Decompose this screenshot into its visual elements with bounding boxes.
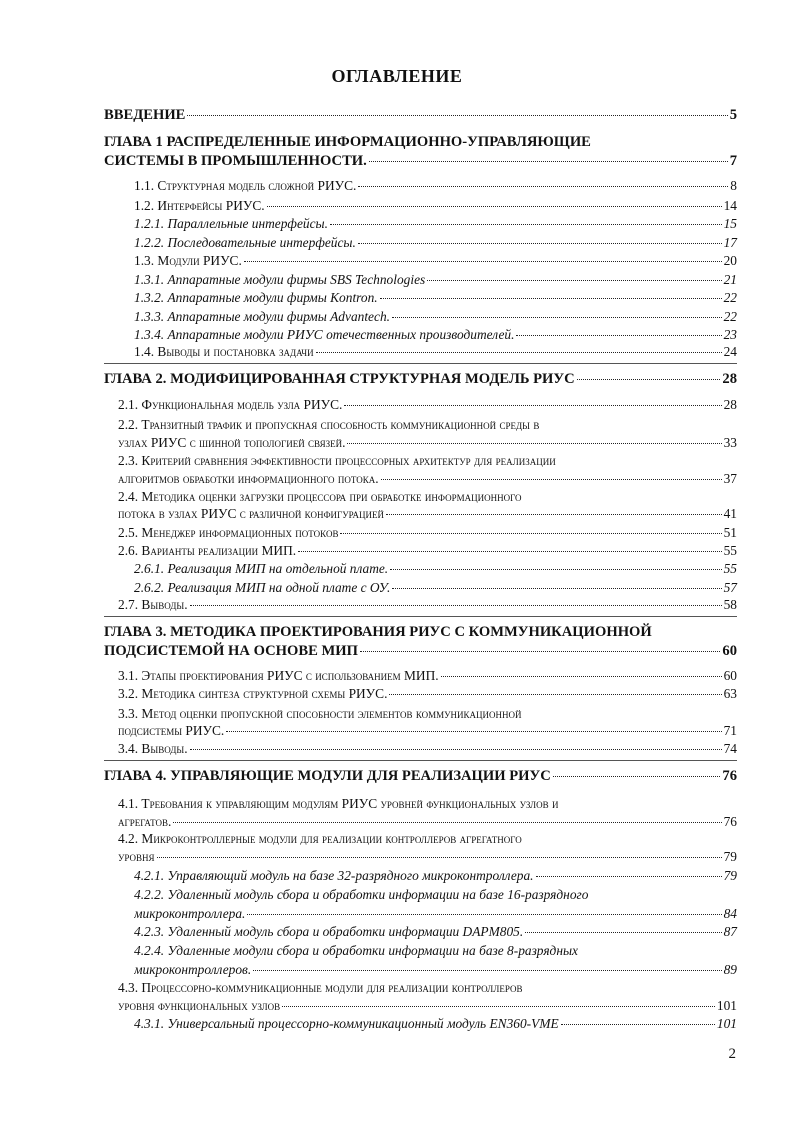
dot-leader: [330, 224, 722, 225]
toc-entry-page: 79: [723, 868, 737, 883]
dot-leader: [190, 749, 722, 750]
toc-entry[interactable]: [134, 272, 737, 288]
toc-entry[interactable]: [134, 962, 737, 978]
dot-leader: [389, 694, 721, 695]
toc-entry-page: 71: [723, 723, 737, 738]
toc-entry-text: ГЛАВА 1 РАСПРЕДЕЛЕННЫЕ ИНФОРМАЦИОННО-УПРАВЛЯЮЩИЕ: [104, 134, 591, 150]
dot-leader: [525, 932, 721, 933]
toc-entry-text: 2.5. Менеджер информационных потоков: [118, 525, 339, 540]
toc-entry-text: ВВЕДЕНИЕ: [104, 107, 186, 123]
toc-entry-page: 8: [730, 178, 737, 193]
toc-entry[interactable]: [118, 814, 737, 830]
toc-entry-page: 76: [723, 814, 737, 829]
toc-entry[interactable]: [118, 471, 737, 487]
toc-entry[interactable]: [118, 831, 737, 847]
toc-entry-page: 15: [723, 216, 737, 231]
toc-entry[interactable]: [118, 417, 737, 433]
toc-entry-text: 1.2. Интерфейсы РИУС.: [134, 198, 265, 213]
toc-entry[interactable]: [134, 327, 737, 343]
toc-entry-page: 5: [729, 107, 737, 123]
toc-entry-text: 4.3.1. Универсальный процессорно-коммуникационный модуль EN360-VME: [134, 1016, 559, 1031]
toc-entry[interactable]: [118, 397, 737, 413]
toc-entry-page: 63: [723, 686, 737, 701]
toc-entry-page: 74: [723, 741, 737, 756]
toc-entry-text: 2.6.2. Реализация МИП на одной плате с ОУ.: [134, 580, 391, 595]
toc-entry-text: 2.3. Критерий сравнения эффективности процессорных архитектур для реализации: [118, 453, 556, 468]
toc-entry-page: 37: [723, 471, 737, 486]
toc-entry-text: уровня функциональных узлов: [118, 998, 281, 1013]
toc-entry[interactable]: [104, 152, 737, 170]
toc-entry[interactable]: [134, 235, 737, 251]
toc-entry[interactable]: [134, 198, 737, 214]
toc-entry-text: ГЛАВА 2. МОДИФИЦИРОВАННАЯ СТРУКТУРНАЯ МОДЕЛЬ РИУС: [104, 371, 575, 387]
section-divider: [104, 760, 737, 761]
toc-entry[interactable]: [118, 723, 737, 739]
toc-entry-page: 22: [723, 290, 737, 305]
toc-entry-text: 1.2.2. Последовательные интерфейсы.: [134, 235, 356, 250]
toc-entry[interactable]: [118, 686, 737, 702]
toc-entry-page: 55: [723, 561, 737, 576]
toc-entry-text: 1.3.4. Аппаратные модули РИУС отечественных производителей.: [134, 327, 515, 342]
toc-entry-page: 22: [723, 309, 737, 324]
toc-entry[interactable]: [118, 796, 737, 812]
dot-leader: [577, 379, 721, 380]
toc-entry-text: 1.3.2. Аппаратные модули фирмы Kontron.: [134, 290, 378, 305]
toc-entry-page: 28: [722, 371, 737, 387]
dot-leader: [190, 605, 722, 606]
dot-leader: [390, 569, 721, 570]
toc-entry-page: 20: [723, 253, 737, 268]
toc-entry[interactable]: [134, 216, 737, 232]
toc-entry-text: 1.2.1. Параллельные интерфейсы.: [134, 216, 328, 231]
toc-entry-page: 101: [716, 998, 737, 1013]
toc-entry-page: 60: [723, 668, 737, 683]
toc-entry-page: 101: [716, 1016, 737, 1031]
toc-entry-page: 58: [723, 597, 737, 612]
toc-entry[interactable]: [118, 435, 737, 451]
dot-leader: [340, 533, 721, 534]
dot-leader: [380, 298, 722, 299]
dot-leader: [386, 514, 722, 515]
dot-leader: [344, 405, 721, 406]
toc-entry[interactable]: [118, 597, 737, 613]
toc-entry-page: 60: [722, 643, 737, 659]
dot-leader: [392, 317, 722, 318]
toc-entry-page: 79: [723, 849, 737, 864]
toc-entry-text: микроконтроллеров.: [134, 962, 252, 977]
toc-entry[interactable]: [118, 453, 737, 469]
dot-leader: [298, 551, 721, 552]
toc-entry-text: 2.6.1. Реализация МИП на отдельной плате.: [134, 561, 389, 576]
toc-entry[interactable]: [134, 344, 737, 360]
toc-entry-text: 3.1. Этапы проектирования РИУС с использованием МИП.: [118, 668, 439, 683]
toc-entry-text: СИСТЕМЫ В ПРОМЫШЛЕННОСТИ.: [104, 153, 367, 169]
toc-entry-text: 1.3.3. Аппаратные модули фирмы Advantech.: [134, 309, 390, 324]
toc-entry[interactable]: [118, 741, 737, 757]
toc-entry[interactable]: [134, 580, 737, 596]
toc-entry-text: 1.3.1. Аппаратные модули фирмы SBS Technologies: [134, 272, 426, 287]
toc-entry[interactable]: [104, 623, 737, 641]
toc-entry-text: 4.2.3. Удаленный модуль сбора и обработки информации DAPM805.: [134, 924, 524, 939]
toc-entry-page: 24: [723, 344, 737, 359]
dot-leader: [553, 776, 721, 777]
toc-entry[interactable]: [118, 980, 737, 996]
toc-entry[interactable]: [134, 290, 737, 306]
dot-leader: [441, 676, 722, 677]
toc-entry-text: подсистемы РИУС.: [118, 723, 225, 738]
toc-entry-page: 23: [723, 327, 737, 342]
dot-leader: [358, 243, 722, 244]
dot-leader: [282, 1006, 715, 1007]
toc-entry-page: 28: [723, 397, 737, 412]
toc-entry[interactable]: [134, 906, 737, 922]
toc-entry[interactable]: [118, 668, 737, 684]
toc-entry-text: 3.3. Метод оценки пропускной способности элементов коммуникационной: [118, 706, 522, 721]
toc-entry-text: микроконтроллера.: [134, 906, 246, 921]
toc-entry-text: уровня: [118, 849, 155, 864]
toc-entry-text: ПОДСИСТЕМОЙ НА ОСНОВЕ МИП: [104, 643, 358, 659]
toc-entry[interactable]: [134, 943, 737, 959]
toc-entry-text: агрегатов.: [118, 814, 172, 829]
dot-leader: [244, 261, 722, 262]
dot-leader: [427, 280, 721, 281]
page-number: 2: [728, 1046, 736, 1062]
dot-leader: [316, 352, 722, 353]
toc-entry-text: алгоритмов обработки информационного потока.: [118, 471, 379, 486]
dot-leader: [516, 335, 721, 336]
toc-entry-page: 17: [723, 235, 737, 250]
toc-entry[interactable]: [118, 525, 737, 541]
dot-leader: [369, 161, 728, 162]
toc-entry-text: 1.3. Модули РИУС.: [134, 253, 242, 268]
toc-entry-text: 3.2. Методика синтеза структурной схемы РИУС.: [118, 686, 388, 701]
section-divider: [104, 363, 737, 364]
toc-entry-text: узлах РИУС с шинной топологией связей.: [118, 435, 346, 450]
toc-entry-page: 87: [723, 924, 737, 939]
dot-leader: [173, 822, 721, 823]
dot-leader: [253, 970, 721, 971]
toc-entry-page: 51: [723, 525, 737, 540]
toc-entry-text: 4.2.4. Удаленные модули сбора и обработки информации на базе 8-разрядных: [134, 943, 578, 958]
dot-leader: [360, 651, 720, 652]
toc-entry[interactable]: [118, 489, 737, 505]
toc-entry-text: 2.6. Варианты реализации МИП.: [118, 543, 297, 558]
toc-entry-page: 57: [723, 580, 737, 595]
toc-entry-text: 3.4. Выводы.: [118, 741, 188, 756]
toc-entry-text: 4.3. Процессорно-коммуникационные модули для реализации контроллеров: [118, 980, 523, 995]
toc-entry[interactable]: [104, 642, 737, 660]
toc-entry[interactable]: [104, 106, 737, 124]
toc-entry[interactable]: [104, 370, 737, 388]
toc-entry-page: 21: [723, 272, 737, 287]
toc-entry[interactable]: [118, 706, 737, 722]
section-divider: [104, 616, 737, 617]
toc-entry-text: ГЛАВА 3. МЕТОДИКА ПРОЕКТИРОВАНИЯ РИУС С КОММУНИКАЦИОННОЙ: [104, 624, 652, 640]
toc-entry[interactable]: [134, 887, 737, 903]
toc-entry-page: 55: [723, 543, 737, 558]
toc-entry-page: 84: [723, 906, 737, 921]
toc-entry-text: 2.4. Методика оценки загрузки процессора при обработке информационного: [118, 489, 522, 504]
toc-entry[interactable]: [118, 543, 737, 559]
toc-entry[interactable]: [104, 133, 737, 151]
dot-leader: [381, 479, 722, 480]
toc-entry-text: потока в узлах РИУС с различной конфигурацией: [118, 506, 384, 521]
dot-leader: [536, 876, 722, 877]
toc-entry-text: 1.1. Структурная модель сложной РИУС.: [134, 178, 357, 193]
toc-entry[interactable]: [118, 849, 737, 865]
toc-entry-page: 33: [723, 435, 737, 450]
toc-entry-page: 41: [723, 506, 737, 521]
toc-entry-text: 4.2.1. Управляющий модуль на базе 32-разрядного микроконтроллера.: [134, 868, 534, 883]
dot-leader: [247, 914, 721, 915]
toc-entry[interactable]: [134, 868, 737, 884]
toc-entry-page: 76: [722, 768, 737, 784]
toc-entry[interactable]: [134, 561, 737, 577]
toc-entry[interactable]: [134, 924, 737, 940]
toc-title: ОГЛАВЛЕНИЕ: [331, 66, 463, 86]
dot-leader: [347, 443, 721, 444]
toc-entry-page: 7: [729, 153, 737, 169]
toc-entry[interactable]: [104, 767, 737, 785]
toc-entry-text: 4.2. Микроконтроллерные модули для реализации контроллеров агрегатного: [118, 831, 522, 846]
toc-entry-text: 2.1. Функциональная модель узла РИУС.: [118, 397, 343, 412]
dot-leader: [226, 731, 721, 732]
toc-entry-text: 1.4. Выводы и постановка задачи: [134, 344, 314, 359]
toc-entry[interactable]: [134, 309, 737, 325]
toc-entry-page: 14: [723, 198, 737, 213]
toc-entry[interactable]: [118, 998, 737, 1014]
toc-entry-text: 2.7. Выводы.: [118, 597, 188, 612]
dot-leader: [157, 857, 722, 858]
toc-entry-text: 4.1. Требования к управляющим модулям РИУС уровней функциональных узлов и: [118, 796, 559, 811]
toc-entry[interactable]: [134, 178, 737, 194]
dot-leader: [358, 186, 728, 187]
dot-leader: [267, 206, 722, 207]
toc-entry-text: ГЛАВА 4. УПРАВЛЯЮЩИЕ МОДУЛИ ДЛЯ РЕАЛИЗАЦИИ РИУС: [104, 768, 551, 784]
dot-leader: [392, 588, 721, 589]
dot-leader: [187, 115, 727, 116]
toc-entry-text: 2.2. Транзитный трафик и пропускная способность коммуникационной среды в: [118, 417, 540, 432]
toc-entry[interactable]: [118, 506, 737, 522]
toc-entry[interactable]: [134, 253, 737, 269]
toc-entry-page: 89: [723, 962, 737, 977]
dot-leader: [561, 1024, 715, 1025]
toc-entry[interactable]: [134, 1016, 737, 1032]
toc-entry-text: 4.2.2. Удаленный модуль сбора и обработки информации на базе 16-разрядного: [134, 887, 589, 902]
